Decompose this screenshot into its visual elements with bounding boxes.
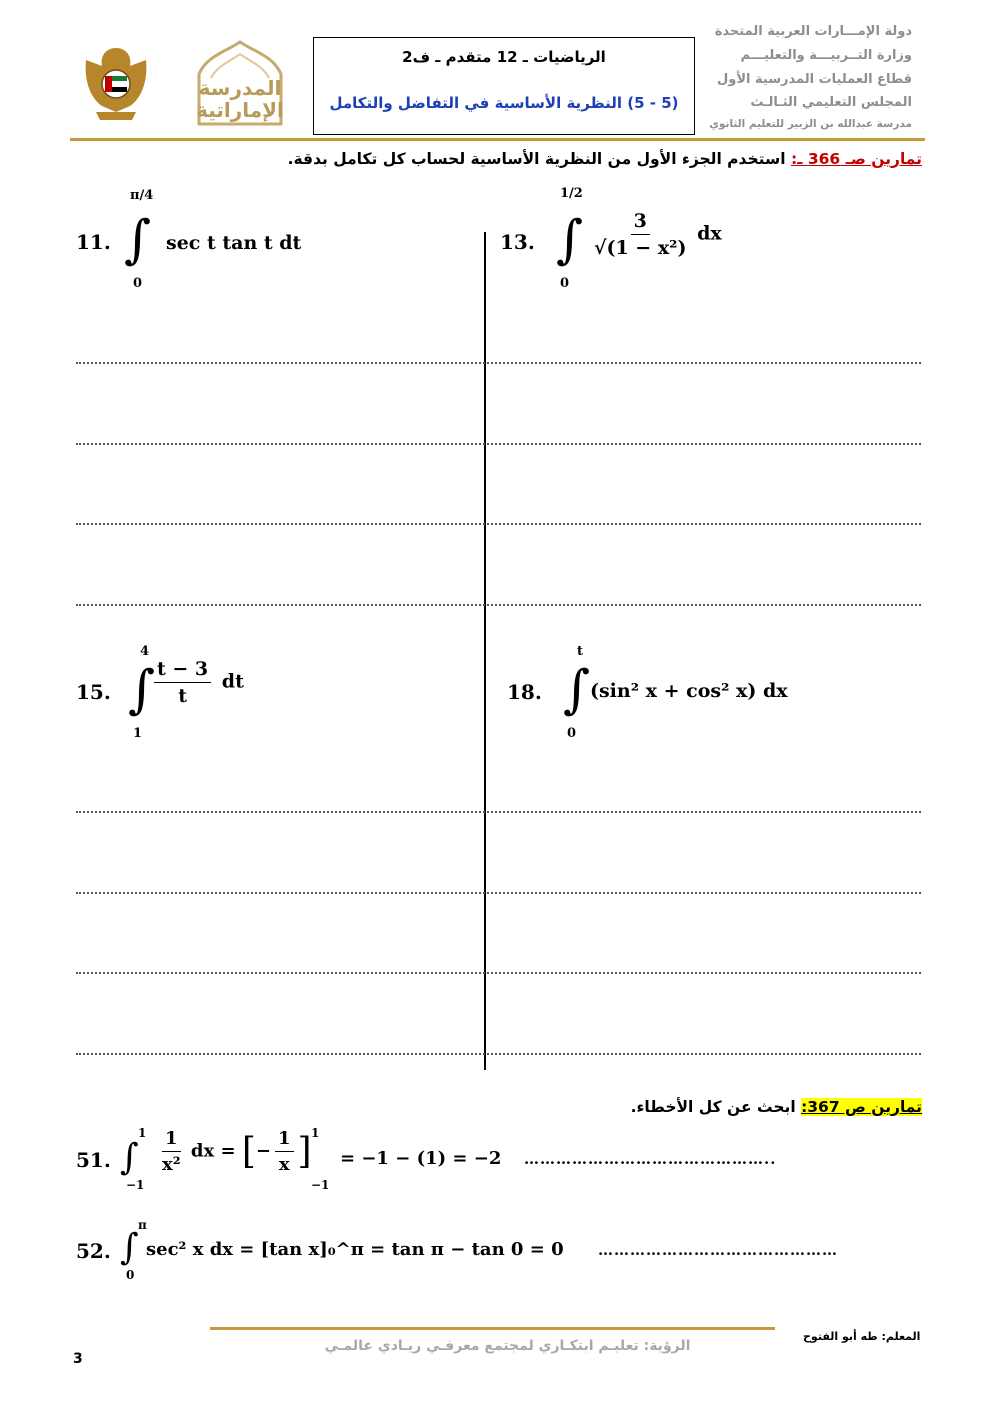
problem-51-bracket-denominator: x (278, 1154, 290, 1175)
problem-15-denominator: t (178, 685, 187, 707)
problem-18-integral-sign: ∫ (563, 660, 591, 720)
problem-15-lower-limit: 1 (133, 726, 143, 741)
problem-13-upper-limit: 1/2 (560, 186, 583, 201)
section2-label: تمارين ص 367: (801, 1098, 922, 1116)
problem-51-bracket-lower: −1 (311, 1178, 330, 1192)
footer-divider (210, 1327, 775, 1330)
problem-11-integral-sign: ∫ (124, 210, 152, 270)
problem-15-integral-sign: ∫ (128, 660, 156, 720)
problem-13-lower-limit: 0 (560, 276, 570, 291)
section2-instruction (631, 1098, 922, 1116)
problem-52-integral-sign: ∫ (120, 1227, 139, 1268)
ministry-line-4: المجلس التعليمي الثـالـث (750, 95, 912, 110)
section1-instruction (288, 150, 922, 168)
problem-13-differential: dx (697, 222, 722, 245)
answer-line (76, 604, 921, 606)
problem-51-number: 51. (76, 1148, 111, 1172)
problem-15-integrand (150, 658, 244, 707)
page-number: 3 (73, 1351, 83, 1367)
problem-52-answer-blank: ……………………………………… (598, 1241, 838, 1259)
problem-11-upper-limit: π/4 (130, 188, 154, 203)
problem-11-integrand: sec t tan t dt (166, 232, 302, 254)
problem-51-upper-limit: 1 (138, 1126, 147, 1140)
answer-line (76, 443, 921, 445)
problem-52-expression: sec² x dx = [tan x]₀^π = tan π − tan 0 = 0 (146, 1239, 564, 1260)
vision-statement: الرؤية: تعليـم ابتكـاري لمجتمع معرفـي ريـادي عالمـي (324, 1338, 691, 1354)
section1-label: تمارين صـ 366 ـ: (790, 150, 922, 168)
teacher-name: المعلم: طه أبو الفتوح (803, 1330, 921, 1343)
problem-13-integral-sign: ∫ (556, 210, 584, 270)
ministry-line-3: قطاع العمليات المدرسية الأول (717, 72, 912, 87)
problem-51-denominator: x² (162, 1154, 181, 1175)
column-divider (484, 232, 486, 1070)
uae-emblem-icon (76, 40, 156, 125)
answer-line (76, 811, 921, 813)
problem-13-numerator: 3 (631, 210, 650, 235)
problem-11-lower-limit: 0 (133, 276, 143, 291)
answer-line (76, 892, 921, 894)
problem-51-bracket-upper: 1 (311, 1126, 320, 1140)
problem-51-expression: $\frac{1}{\text{x²}}$ dx = [− $\frac{1}{x}$ ] (162, 1128, 312, 1175)
answer-line (76, 523, 921, 525)
section2-text: ابحث عن كل الأخطاء. (630, 1098, 802, 1116)
problem-51-result: = −1 − (1) = −2 (340, 1148, 502, 1169)
ministry-line-5: مدرسة عبدالله بن الزبير للتعليم الثانوي (709, 118, 912, 130)
section1-text: استخدم الجزء الأول من النظرية الأساسية لحساب كل تكامل بدقة. (287, 150, 791, 168)
problem-13-denominator: √(1 − x²) (594, 237, 687, 259)
problem-11-number: 11. (76, 230, 111, 254)
problem-52-number: 52. (76, 1239, 111, 1263)
title-box (313, 37, 695, 135)
header-divider (70, 138, 925, 141)
course-title: الرياضيات ـ 12 متقدم ـ ف2 (402, 48, 606, 66)
problem-13-integrand (590, 210, 722, 259)
problem-52-upper-limit: π (138, 1218, 147, 1232)
ministry-line-2: وزارة التــربيـــة والتعليـــم (740, 48, 912, 63)
problem-18-integrand: (sin² x + cos² x) dx (590, 680, 788, 702)
problem-51-differential: dx = (190, 1140, 236, 1162)
problem-51-integral-sign: ∫ (120, 1137, 139, 1178)
answer-line (76, 362, 921, 364)
problem-52-lower-limit: 0 (126, 1268, 135, 1282)
problem-15-upper-limit: 4 (140, 644, 150, 659)
problem-18-number: 18. (507, 680, 542, 704)
problem-13-number: 13. (500, 230, 535, 254)
lesson-title: (5 - 5) النظرية الأساسية في التفاضل والتكامل (329, 94, 679, 112)
problem-15-number: 15. (76, 680, 111, 704)
problem-15-numerator: t − 3 (154, 658, 211, 683)
answer-line (76, 1053, 921, 1055)
logo-text-2: الإماراتية (196, 98, 284, 122)
problem-51-bracket-numerator: 1 (275, 1128, 294, 1152)
problem-18-upper-limit: t (577, 644, 584, 659)
problem-51-numerator: 1 (162, 1128, 181, 1152)
answer-line (76, 972, 921, 974)
problem-18-lower-limit: 0 (567, 726, 577, 741)
ministry-line-1: دولة الإمـــارات العربية المتحدة (714, 24, 912, 39)
problem-51-answer-blank: ……………………………………….. (524, 1150, 777, 1168)
logo-text-1: المدرسة (198, 76, 282, 100)
problem-51-lower-limit: −1 (126, 1178, 145, 1192)
emirati-school-logo (185, 38, 295, 126)
problem-15-differential: dt (221, 670, 244, 693)
